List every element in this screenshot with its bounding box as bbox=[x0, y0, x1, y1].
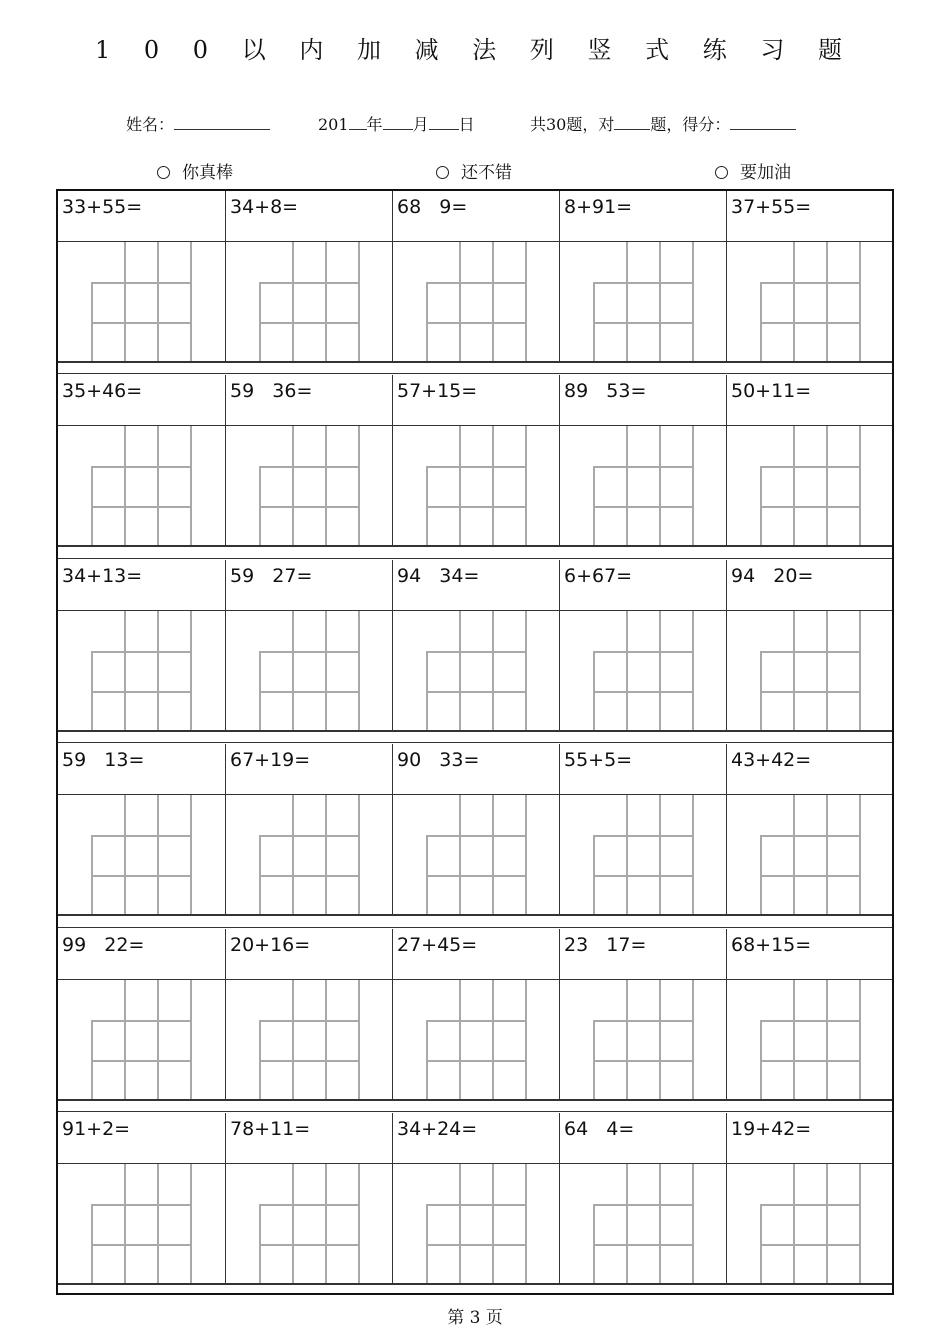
grid-line bbox=[593, 322, 693, 324]
band-divider bbox=[58, 361, 892, 363]
question-text: 94 34= bbox=[392, 560, 559, 610]
grid-line bbox=[525, 1164, 527, 1284]
grid-line bbox=[91, 835, 191, 837]
grid-line bbox=[292, 242, 294, 362]
grid-line bbox=[259, 282, 359, 284]
question-text: 37+55= bbox=[726, 191, 893, 241]
band-divider bbox=[58, 373, 892, 374]
grid-line bbox=[426, 1060, 526, 1062]
vertical-calc-grid[interactable] bbox=[726, 242, 893, 362]
grid-line bbox=[459, 611, 461, 731]
grid-line bbox=[190, 795, 192, 915]
grid-line bbox=[593, 1204, 693, 1206]
question-text: 59 13= bbox=[62, 749, 145, 771]
grid-line bbox=[426, 282, 428, 362]
grid-line bbox=[426, 1020, 526, 1022]
grid-line bbox=[525, 795, 527, 915]
grid-line bbox=[593, 466, 693, 468]
question-band bbox=[58, 1113, 892, 1284]
vertical-calc-grid[interactable] bbox=[559, 980, 726, 1100]
grid-line bbox=[292, 611, 294, 731]
question-text: 43+42= bbox=[726, 744, 893, 794]
year-prefix: 201 bbox=[318, 115, 349, 134]
grid-line bbox=[124, 611, 126, 731]
grid-line bbox=[760, 282, 762, 362]
question-text: 34+24= bbox=[392, 1113, 559, 1163]
rating-option[interactable] bbox=[157, 158, 233, 183]
band-divider bbox=[58, 730, 892, 732]
name-label: 姓名： bbox=[126, 115, 175, 134]
grid-line bbox=[91, 1060, 191, 1062]
grid-line bbox=[760, 1204, 762, 1284]
vertical-calc-grid[interactable] bbox=[225, 1164, 392, 1284]
grid-line bbox=[492, 1164, 494, 1284]
grid-line bbox=[859, 980, 861, 1100]
grid-line bbox=[91, 875, 191, 877]
vertical-calc-grid[interactable] bbox=[225, 242, 392, 362]
rating-label: 你真棒 bbox=[182, 163, 233, 183]
grid-line bbox=[259, 835, 261, 915]
grid-line bbox=[124, 426, 126, 546]
grid-line bbox=[593, 282, 595, 362]
question-band bbox=[58, 375, 892, 546]
grid-line bbox=[426, 651, 526, 653]
grid-line bbox=[426, 875, 526, 877]
rating-options bbox=[0, 158, 950, 184]
question-text: 23 17= bbox=[559, 929, 726, 979]
grid-line bbox=[259, 1204, 359, 1206]
band-divider bbox=[58, 742, 892, 743]
grid-line bbox=[91, 466, 191, 468]
grid-line bbox=[325, 980, 327, 1100]
grid-line bbox=[325, 795, 327, 915]
grid-line bbox=[292, 426, 294, 546]
grid-line bbox=[525, 611, 527, 731]
question-row bbox=[58, 560, 892, 611]
grid-line bbox=[259, 651, 261, 731]
grid-line bbox=[593, 1020, 595, 1100]
grid-line bbox=[426, 1204, 526, 1206]
vertical-calc-grid[interactable] bbox=[58, 1164, 225, 1284]
year-label: 年 bbox=[366, 115, 383, 134]
grid-line bbox=[760, 1204, 860, 1206]
grid-line bbox=[426, 691, 526, 693]
grid-line bbox=[826, 611, 828, 731]
vertical-calc-grid[interactable] bbox=[392, 980, 559, 1100]
grid-line bbox=[426, 1020, 428, 1100]
grid-line bbox=[91, 506, 191, 508]
grid-line bbox=[426, 322, 526, 324]
grid-line bbox=[190, 611, 192, 731]
grid-line bbox=[190, 1164, 192, 1284]
grid-line bbox=[124, 1164, 126, 1284]
vertical-calc-grid[interactable] bbox=[726, 426, 893, 546]
grid-line bbox=[259, 282, 261, 362]
grid-line bbox=[593, 1204, 595, 1284]
grid-line bbox=[859, 1164, 861, 1284]
grid-line bbox=[760, 466, 860, 468]
grid-line bbox=[91, 691, 191, 693]
score-blank[interactable] bbox=[730, 113, 796, 130]
page-title: 1 0 0 以 内 加 减 法 列 竖 式 练 习 题 bbox=[95, 36, 855, 64]
grid-line bbox=[426, 835, 526, 837]
grid-line bbox=[626, 611, 628, 731]
grid-line bbox=[826, 980, 828, 1100]
grid-line bbox=[659, 242, 661, 362]
grid-line bbox=[525, 426, 527, 546]
vertical-calc-grid[interactable] bbox=[392, 426, 559, 546]
vertical-calc-grid[interactable] bbox=[225, 426, 392, 546]
grid-line bbox=[760, 875, 860, 877]
grid-line bbox=[760, 835, 762, 915]
band-divider bbox=[58, 1111, 892, 1112]
name-field[interactable] bbox=[126, 112, 270, 135]
vertical-calc-grid[interactable] bbox=[726, 980, 893, 1100]
grid-line bbox=[259, 691, 359, 693]
circle-icon[interactable] bbox=[436, 166, 449, 179]
grid-line bbox=[492, 795, 494, 915]
vertical-calc-grid[interactable] bbox=[58, 426, 225, 546]
grid-line bbox=[259, 835, 359, 837]
vertical-calc-grid[interactable] bbox=[225, 611, 392, 731]
grid-line bbox=[826, 426, 828, 546]
grid-line bbox=[259, 1204, 261, 1284]
question-text: 35+46= bbox=[62, 380, 143, 402]
grid-line bbox=[793, 426, 795, 546]
question-text: 59 27= bbox=[225, 560, 392, 610]
grid-line bbox=[760, 1244, 860, 1246]
vertical-calc-grid[interactable] bbox=[225, 795, 392, 915]
grid-line bbox=[859, 795, 861, 915]
grid-line bbox=[426, 1244, 526, 1246]
question-row bbox=[58, 375, 892, 426]
rating-option[interactable] bbox=[715, 158, 791, 183]
grid-line bbox=[325, 1164, 327, 1284]
question-text: 67+19= bbox=[225, 744, 392, 794]
band-divider bbox=[58, 558, 892, 559]
grid-line bbox=[426, 1204, 428, 1284]
band-divider bbox=[58, 914, 892, 916]
grid-line bbox=[259, 466, 261, 546]
grid-line bbox=[358, 1164, 360, 1284]
grid-line bbox=[859, 426, 861, 546]
vertical-calc-grid[interactable] bbox=[392, 611, 559, 731]
grid-line bbox=[124, 242, 126, 362]
grid-line bbox=[91, 651, 93, 731]
vertical-calc-grid[interactable] bbox=[726, 795, 893, 915]
band-divider bbox=[58, 1283, 892, 1285]
day-label: 日 bbox=[458, 115, 475, 134]
year-blank[interactable] bbox=[349, 113, 367, 130]
grid-line bbox=[259, 322, 359, 324]
grid-line bbox=[459, 242, 461, 362]
grid-line bbox=[124, 980, 126, 1100]
vertical-calc-grid[interactable] bbox=[559, 795, 726, 915]
grid-line bbox=[593, 691, 693, 693]
grid-line bbox=[91, 1020, 93, 1100]
month-blank[interactable] bbox=[383, 113, 413, 130]
question-band bbox=[58, 744, 892, 915]
question-text: 55+5= bbox=[559, 744, 726, 794]
grid-line bbox=[426, 651, 428, 731]
grid-line bbox=[760, 835, 860, 837]
grid-line bbox=[459, 1164, 461, 1284]
question-text: 68+15= bbox=[726, 929, 893, 979]
band-divider bbox=[58, 545, 892, 547]
question-text: 78+11= bbox=[225, 1113, 392, 1163]
grid-line bbox=[259, 651, 359, 653]
grid-line bbox=[292, 1164, 294, 1284]
grid-line bbox=[593, 835, 693, 837]
vertical-calc-grid[interactable] bbox=[559, 426, 726, 546]
correct-blank[interactable] bbox=[614, 113, 650, 130]
grid-line bbox=[91, 1244, 191, 1246]
grid-line bbox=[190, 242, 192, 362]
question-text: 94 20= bbox=[726, 560, 893, 610]
vertical-calc-grid[interactable] bbox=[392, 795, 559, 915]
grid-line bbox=[190, 980, 192, 1100]
vertical-calc-grid[interactable] bbox=[58, 795, 225, 915]
grid-line bbox=[692, 795, 694, 915]
grid-line bbox=[292, 980, 294, 1100]
grid-line bbox=[492, 980, 494, 1100]
question-text: 33+55= bbox=[62, 196, 143, 218]
question-row bbox=[58, 191, 892, 242]
question-row bbox=[58, 744, 892, 795]
grid-line bbox=[492, 611, 494, 731]
grid-line bbox=[325, 426, 327, 546]
grid-line bbox=[593, 651, 595, 731]
grid-line bbox=[325, 611, 327, 731]
grid-line bbox=[426, 506, 526, 508]
grid-line bbox=[459, 426, 461, 546]
grid-line bbox=[760, 1020, 860, 1022]
grid-line bbox=[859, 242, 861, 362]
question-text: 20+16= bbox=[225, 929, 392, 979]
grid-line bbox=[659, 611, 661, 731]
score-field[interactable] bbox=[530, 112, 796, 135]
grid-line bbox=[91, 651, 191, 653]
grid-line bbox=[593, 1060, 693, 1062]
grid-line bbox=[793, 242, 795, 362]
correct-suffix: 题，得分： bbox=[650, 115, 731, 134]
grid-line bbox=[593, 651, 693, 653]
grid-line bbox=[190, 426, 192, 546]
month-label: 月 bbox=[412, 115, 429, 134]
grid-line bbox=[659, 1164, 661, 1284]
vertical-calc-grid[interactable] bbox=[559, 1164, 726, 1284]
grid-line bbox=[259, 875, 359, 877]
grid-line bbox=[91, 1204, 191, 1206]
band-divider bbox=[58, 927, 892, 928]
vertical-calc-grid[interactable] bbox=[58, 242, 225, 362]
grid-line bbox=[760, 691, 860, 693]
grid-line bbox=[593, 506, 693, 508]
grid-line bbox=[157, 980, 159, 1100]
grid-line bbox=[124, 795, 126, 915]
grid-line bbox=[826, 795, 828, 915]
grid-line bbox=[358, 426, 360, 546]
grid-line bbox=[793, 980, 795, 1100]
name-blank[interactable] bbox=[174, 113, 270, 130]
grid-line bbox=[593, 1020, 693, 1022]
question-text: 6+67= bbox=[559, 560, 726, 610]
grid-line bbox=[91, 835, 93, 915]
grid-line bbox=[358, 795, 360, 915]
grid-line bbox=[626, 242, 628, 362]
grid-line bbox=[692, 242, 694, 362]
grid-line bbox=[525, 980, 527, 1100]
grid-line bbox=[760, 466, 762, 546]
grid-line bbox=[157, 611, 159, 731]
vertical-calc-grid[interactable] bbox=[559, 611, 726, 731]
grid-line bbox=[459, 980, 461, 1100]
grid-line bbox=[760, 651, 860, 653]
grid-line bbox=[626, 980, 628, 1100]
grid-line bbox=[91, 322, 191, 324]
grid-line bbox=[793, 1164, 795, 1284]
grid-line bbox=[426, 835, 428, 915]
question-text: 59 36= bbox=[225, 375, 392, 425]
vertical-calc-grid[interactable] bbox=[58, 611, 225, 731]
question-text: 57+15= bbox=[392, 375, 559, 425]
grid-line bbox=[826, 1164, 828, 1284]
rating-option[interactable] bbox=[436, 158, 512, 183]
grid-line bbox=[157, 242, 159, 362]
grid-line bbox=[259, 1020, 359, 1022]
grid-line bbox=[692, 611, 694, 731]
grid-line bbox=[325, 242, 327, 362]
grid-line bbox=[426, 282, 526, 284]
grid-line bbox=[292, 795, 294, 915]
question-row bbox=[58, 929, 892, 980]
grid-line bbox=[760, 1020, 762, 1100]
rating-label: 还不错 bbox=[461, 163, 512, 183]
grid-line bbox=[259, 466, 359, 468]
grid-line bbox=[358, 242, 360, 362]
grid-line bbox=[626, 426, 628, 546]
vertical-calc-grid[interactable] bbox=[726, 611, 893, 731]
question-text: 8+91= bbox=[559, 191, 726, 241]
grid-line bbox=[760, 651, 762, 731]
grid-line bbox=[157, 426, 159, 546]
question-row bbox=[58, 1113, 892, 1164]
grid-line bbox=[157, 795, 159, 915]
grid-line bbox=[793, 795, 795, 915]
question-text: 19+42= bbox=[726, 1113, 893, 1163]
grid-line bbox=[793, 611, 795, 731]
question-text: 27+45= bbox=[392, 929, 559, 979]
grid-line bbox=[593, 282, 693, 284]
grid-line bbox=[593, 466, 595, 546]
question-text: 91+2= bbox=[62, 1118, 131, 1140]
vertical-calc-grid[interactable] bbox=[392, 1164, 559, 1284]
grid-line bbox=[626, 795, 628, 915]
grid-line bbox=[358, 980, 360, 1100]
day-blank[interactable] bbox=[429, 113, 459, 130]
grid-line bbox=[659, 980, 661, 1100]
student-info-line bbox=[0, 112, 950, 136]
grid-line bbox=[659, 795, 661, 915]
question-text: 89 53= bbox=[559, 375, 726, 425]
grid-line bbox=[626, 1164, 628, 1284]
grid-line bbox=[91, 282, 191, 284]
exercise-sheet bbox=[56, 189, 894, 1295]
vertical-calc-grid[interactable] bbox=[726, 1164, 893, 1284]
vertical-calc-grid[interactable] bbox=[225, 980, 392, 1100]
page-number: 第 3 页 bbox=[447, 1308, 503, 1328]
grid-line bbox=[692, 1164, 694, 1284]
circle-icon[interactable] bbox=[715, 166, 728, 179]
grid-line bbox=[593, 1244, 693, 1246]
grid-line bbox=[459, 795, 461, 915]
grid-line bbox=[91, 1204, 93, 1284]
grid-line bbox=[593, 835, 595, 915]
grid-line bbox=[157, 1164, 159, 1284]
grid-line bbox=[659, 426, 661, 546]
question-text: 90 33= bbox=[392, 744, 559, 794]
grid-line bbox=[91, 1020, 191, 1022]
total-text: 共30题，对 bbox=[530, 115, 615, 134]
vertical-calc-grid[interactable] bbox=[392, 242, 559, 362]
vertical-calc-grid[interactable] bbox=[559, 242, 726, 362]
grid-line bbox=[692, 426, 694, 546]
grid-line bbox=[91, 466, 93, 546]
rating-label: 要加油 bbox=[740, 163, 791, 183]
question-band bbox=[58, 929, 892, 1100]
grid-line bbox=[259, 1060, 359, 1062]
grid-line bbox=[492, 426, 494, 546]
grid-line bbox=[760, 322, 860, 324]
grid-line bbox=[826, 242, 828, 362]
grid-line bbox=[692, 980, 694, 1100]
grid-line bbox=[760, 282, 860, 284]
band-divider bbox=[58, 1099, 892, 1101]
question-text: 50+11= bbox=[726, 375, 893, 425]
grid-line bbox=[259, 506, 359, 508]
question-text: 34+8= bbox=[225, 191, 392, 241]
question-text: 64 4= bbox=[559, 1113, 726, 1163]
grid-line bbox=[91, 282, 93, 362]
vertical-calc-grid[interactable] bbox=[58, 980, 225, 1100]
grid-line bbox=[760, 506, 860, 508]
date-field[interactable] bbox=[318, 112, 475, 135]
grid-line bbox=[426, 466, 526, 468]
grid-line bbox=[358, 611, 360, 731]
grid-line bbox=[760, 1060, 860, 1062]
question-text: 99 22= bbox=[62, 934, 145, 956]
grid-line bbox=[859, 611, 861, 731]
grid-line bbox=[259, 1020, 261, 1100]
grid-line bbox=[492, 242, 494, 362]
question-band bbox=[58, 560, 892, 731]
question-text: 68 9= bbox=[392, 191, 559, 241]
grid-line bbox=[426, 466, 428, 546]
grid-line bbox=[593, 875, 693, 877]
question-band bbox=[58, 191, 892, 362]
circle-icon[interactable] bbox=[157, 166, 170, 179]
question-text: 34+13= bbox=[62, 565, 143, 587]
grid-line bbox=[259, 1244, 359, 1246]
grid-line bbox=[525, 242, 527, 362]
